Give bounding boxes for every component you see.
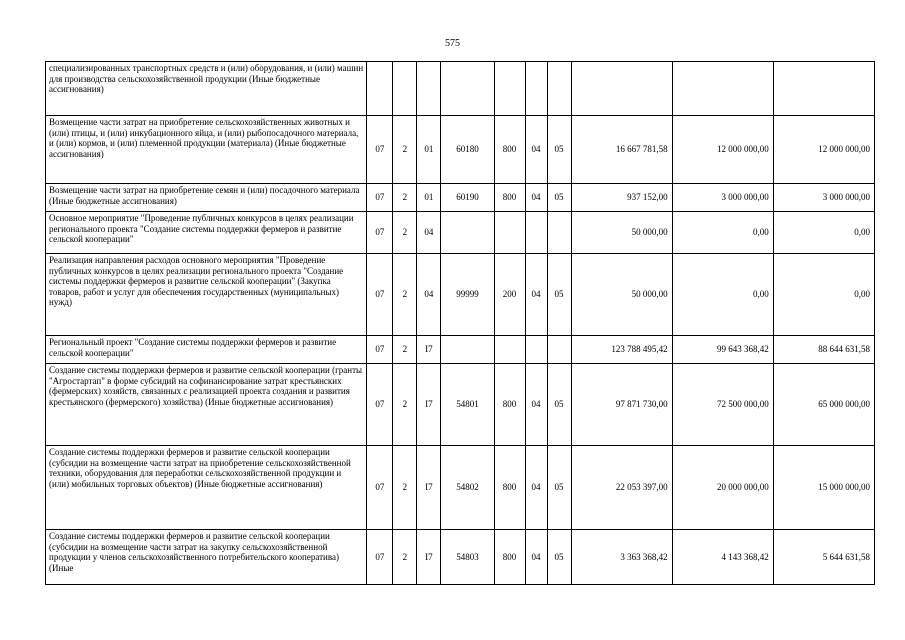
amount-year-3: 65 000 000,00 <box>773 364 874 446</box>
amount-year-2: 0,00 <box>672 212 773 254</box>
section-code: 07 <box>367 336 393 364</box>
amount-year-3: 3 000 000,00 <box>773 184 874 212</box>
amount-year-1: 123 788 495,42 <box>571 336 672 364</box>
subdivision-code: 05 <box>547 364 571 446</box>
subprogram-code: 2 <box>393 116 417 184</box>
row-description: Возмещение части затрат на приобретение сельскохозяйственных животных и (или) птицы, и (или) инкубационного яйца, и (или) рыбопосадочного материала, и (или) кормов, и (или) племенной продукции (материала) (Иные бюджетные ассигнования) <box>46 116 367 184</box>
amount-year-1: 50 000,00 <box>571 212 672 254</box>
row-description: Реализация направления расходов основного мероприятия "Проведение публичных конкурсов в целях реализации регионального проекта "Создание системы поддержки фермеров и развитие сельской кооперации" (Закупка товаров, работ и услуг для обеспечения государственных (муниципальных) нужд) <box>46 254 367 336</box>
amount-year-2: 99 643 368,42 <box>672 336 773 364</box>
row-description: Возмещение части затрат на приобретение семян и (или) посадочного материала (Иные бюджетные ассигнования) <box>46 184 367 212</box>
row-description: Создание системы поддержки фермеров и развитие сельской кооперации (гранты "Агростартап" в форме субсидий на софинансирование затрат крестьянских (фермерских) хозяйств, связанных с реализацией проекта создания и развития крестьянского (фермерского) хозяйства) (Иные бюджетные ассигнования) <box>46 364 367 446</box>
expense-type-code: 800 <box>494 116 525 184</box>
section-code: 07 <box>367 530 393 585</box>
subprogram-code: 2 <box>393 530 417 585</box>
division-code: 04 <box>525 530 547 585</box>
activity-code <box>417 62 441 116</box>
amount-year-2: 4 143 368,42 <box>672 530 773 585</box>
division-code: 04 <box>525 446 547 530</box>
table-row <box>46 530 875 585</box>
division-code: 04 <box>525 116 547 184</box>
division-code <box>525 62 547 116</box>
expense-direction-code <box>441 212 494 254</box>
activity-code: I7 <box>417 364 441 446</box>
division-code: 04 <box>525 364 547 446</box>
amount-year-1: 937 152,00 <box>571 184 672 212</box>
section-code: 07 <box>367 446 393 530</box>
expense-direction-code <box>441 336 494 364</box>
expense-direction-code: 60180 <box>441 116 494 184</box>
section-code: 07 <box>367 364 393 446</box>
row-description: специализированных транспортных средств и (или) оборудования, и (или) машин для производства сельскохозяйственной продукции (Иные бюджетные ассигнования) <box>46 62 367 116</box>
expense-type-code: 800 <box>494 364 525 446</box>
row-description: Региональный проект "Создание системы поддержки фермеров и развитие сельской кооперации" <box>46 336 367 364</box>
expense-direction-code: 54801 <box>441 364 494 446</box>
row-description: Основное мероприятие "Проведение публичных конкурсов в целях реализации регионального проекта "Создание системы поддержки фермеров и развитие сельской кооперации" <box>46 212 367 254</box>
table-row <box>46 212 875 254</box>
subprogram-code: 2 <box>393 336 417 364</box>
expense-direction-code: 99999 <box>441 254 494 336</box>
amount-year-3: 12 000 000,00 <box>773 116 874 184</box>
activity-code: 04 <box>417 254 441 336</box>
table-row <box>46 62 875 116</box>
expense-type-code <box>494 62 525 116</box>
amount-year-2 <box>672 62 773 116</box>
amount-year-2: 0,00 <box>672 254 773 336</box>
activity-code: I7 <box>417 336 441 364</box>
subprogram-code: 2 <box>393 212 417 254</box>
amount-year-1: 16 667 781,58 <box>571 116 672 184</box>
section-code: 07 <box>367 212 393 254</box>
subdivision-code <box>547 336 571 364</box>
expense-direction-code: 60190 <box>441 184 494 212</box>
table-row <box>46 364 875 446</box>
page-number: 575 <box>445 38 460 49</box>
expense-type-code: 800 <box>494 446 525 530</box>
subprogram-code: 2 <box>393 254 417 336</box>
activity-code: I7 <box>417 446 441 530</box>
subdivision-code <box>547 62 571 116</box>
activity-code: 04 <box>417 212 441 254</box>
amount-year-2: 20 000 000,00 <box>672 446 773 530</box>
subdivision-code: 05 <box>547 184 571 212</box>
activity-code: I7 <box>417 530 441 585</box>
subprogram-code: 2 <box>393 184 417 212</box>
table-row <box>46 184 875 212</box>
subdivision-code: 05 <box>547 116 571 184</box>
amount-year-3: 0,00 <box>773 254 874 336</box>
section-code: 07 <box>367 184 393 212</box>
division-code: 04 <box>525 184 547 212</box>
section-code: 07 <box>367 254 393 336</box>
amount-year-1: 97 871 730,00 <box>571 364 672 446</box>
subdivision-code: 05 <box>547 254 571 336</box>
table-row <box>46 446 875 530</box>
expense-type-code: 200 <box>494 254 525 336</box>
subprogram-code <box>393 62 417 116</box>
expense-type-code <box>494 336 525 364</box>
section-code: 07 <box>367 116 393 184</box>
budget-table <box>45 61 875 585</box>
amount-year-1 <box>571 62 672 116</box>
amount-year-2: 3 000 000,00 <box>672 184 773 212</box>
division-code <box>525 336 547 364</box>
amount-year-3: 15 000 000,00 <box>773 446 874 530</box>
table-row <box>46 254 875 336</box>
subdivision-code: 05 <box>547 530 571 585</box>
expense-type-code <box>494 212 525 254</box>
expense-type-code: 800 <box>494 530 525 585</box>
amount-year-2: 72 500 000,00 <box>672 364 773 446</box>
division-code: 04 <box>525 254 547 336</box>
table-row <box>46 116 875 184</box>
expense-type-code: 800 <box>494 184 525 212</box>
subprogram-code: 2 <box>393 446 417 530</box>
amount-year-1: 22 053 397,00 <box>571 446 672 530</box>
amount-year-1: 3 363 368,42 <box>571 530 672 585</box>
amount-year-3: 0,00 <box>773 212 874 254</box>
activity-code: 01 <box>417 184 441 212</box>
subprogram-code: 2 <box>393 364 417 446</box>
division-code <box>525 212 547 254</box>
table-row <box>46 336 875 364</box>
activity-code: 01 <box>417 116 441 184</box>
subdivision-code: 05 <box>547 446 571 530</box>
expense-direction-code <box>441 62 494 116</box>
expense-direction-code: 54803 <box>441 530 494 585</box>
section-code <box>367 62 393 116</box>
subdivision-code <box>547 212 571 254</box>
amount-year-1: 50 000,00 <box>571 254 672 336</box>
amount-year-3: 5 644 631,58 <box>773 530 874 585</box>
row-description: Создание системы поддержки фермеров и развитие сельской кооперации (субсидии на возмещение части затрат на закупку сельскохозяйственной продукции у членов сельскохозяйственного потребительского кооператива) (Иные <box>46 530 367 585</box>
amount-year-3: 88 644 631,58 <box>773 336 874 364</box>
expense-direction-code: 54802 <box>441 446 494 530</box>
amount-year-3 <box>773 62 874 116</box>
row-description: Создание системы поддержки фермеров и развитие сельской кооперации (субсидии на возмещение части затрат на приобретение сельскохозяйственной техники, оборудования для переработки сельскохозяйственной продукции и (или) мобильных торговых объектов) (Иные бюджетные ассигнования) <box>46 446 367 530</box>
amount-year-2: 12 000 000,00 <box>672 116 773 184</box>
